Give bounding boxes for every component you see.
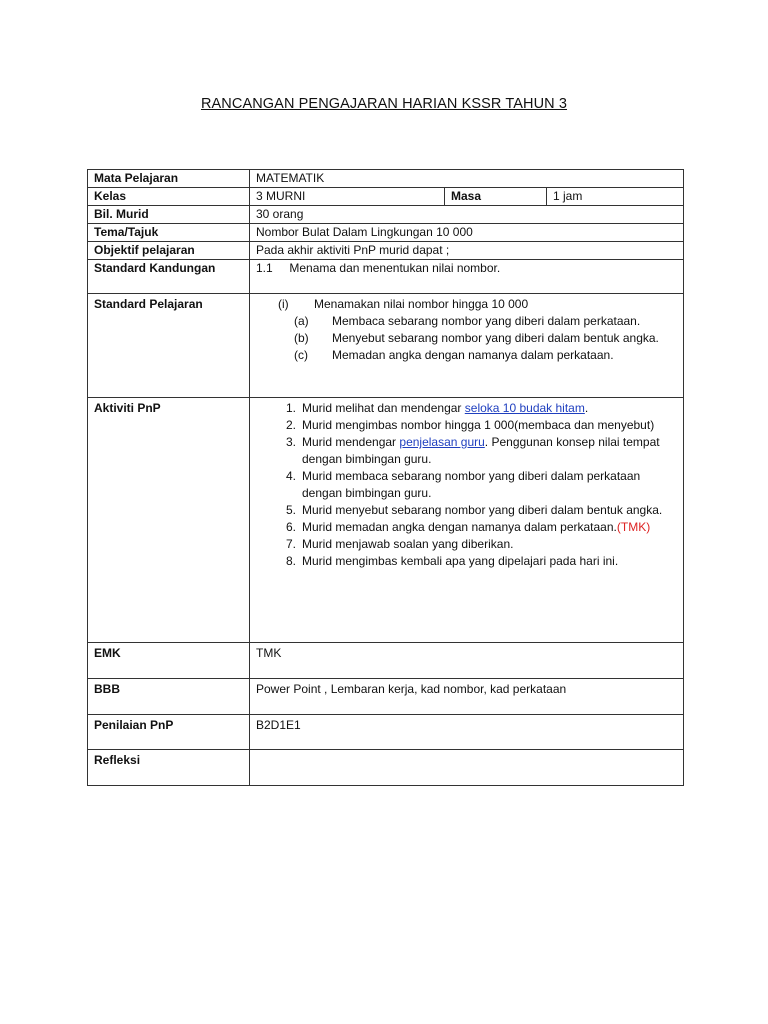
activity-item [256, 468, 677, 502]
activity-text [302, 519, 677, 536]
sp-sub-number: (b) [294, 331, 309, 345]
activity-number: 3. [285, 435, 296, 449]
activity-text-part: Murid memadan angka dengan namanya dalam perkataan. [302, 520, 617, 534]
row-standard-kandungan [88, 260, 684, 294]
row-aktiviti [88, 398, 684, 643]
activity-number: 4. [285, 469, 296, 483]
row-kelas [88, 188, 684, 206]
label-bbb: BBB [88, 679, 250, 715]
value-refleksi [250, 750, 684, 786]
activity-text: Murid mengimbas kembali apa yang dipelajari pada hari ini. [302, 554, 619, 568]
row-refleksi [88, 750, 684, 786]
row-mata-pelajaran [88, 170, 684, 188]
activity-text [302, 400, 677, 417]
activity-text: Murid menjawab soalan yang diberikan. [302, 537, 514, 551]
activity-number: 1. [285, 401, 296, 415]
value-standard-kandungan [250, 260, 684, 294]
sp-sub-item [256, 330, 677, 347]
value-standard-pelajaran [250, 294, 684, 398]
sp-sub-text: Membaca sebarang nombor yang diberi dalam perkataan. [332, 314, 641, 328]
value-objektif: Pada akhir aktiviti PnP murid dapat ; [250, 242, 684, 260]
penjelasan-guru-link[interactable]: penjelasan guru [399, 435, 485, 449]
activity-number: 5. [285, 503, 296, 517]
value-tema: Nombor Bulat Dalam Lingkungan 10 000 [250, 224, 684, 242]
sp-main-text: Menamakan nilai nombor hingga 10 000 [314, 297, 529, 311]
activity-item [256, 536, 677, 553]
tmk-tag: (TMK) [616, 520, 651, 534]
value-kelas: 3 MURNI [250, 188, 445, 206]
activity-item [256, 502, 677, 519]
activity-text-part: Murid melihat dan mendengar [302, 401, 465, 415]
sp-sub-text: Menyebut sebarang nombor yang diberi dalam bentuk angka. [332, 331, 659, 345]
activity-text: Murid menyebut sebarang nombor yang diberi dalam bentuk angka. [302, 503, 663, 517]
document-title: RANCANGAN PENGAJARAN HARIAN KSSR TAHUN 3 [200, 96, 568, 112]
sp-sub-item [256, 313, 677, 330]
value-mata-pelajaran: MATEMATIK [250, 170, 684, 188]
value-emk: TMK [250, 643, 684, 679]
activity-text-part: . Penggunan konsep nilai tempat dengan bimbingan guru. [302, 435, 660, 466]
sp-main-number: (i) [278, 297, 289, 311]
activity-number: 8. [285, 554, 296, 568]
row-tema [88, 224, 684, 242]
label-kelas: Kelas [88, 188, 250, 206]
lesson-plan-table [87, 169, 684, 786]
label-objektif: Objektif pelajaran [88, 242, 250, 260]
sp-sub-item [256, 347, 677, 364]
activity-item [256, 417, 677, 434]
row-bbb [88, 679, 684, 715]
activity-item [256, 553, 677, 570]
activity-item [256, 400, 677, 417]
value-masa: 1 jam [547, 188, 684, 206]
value-penilaian: B2D1E1 [250, 715, 684, 750]
label-masa: Masa [445, 188, 547, 206]
row-standard-pelajaran [88, 294, 684, 398]
activity-text-part: Murid mendengar [302, 435, 400, 449]
activity-text [302, 434, 677, 468]
sk-text: Menama dan menentukan nilai nombor. [289, 261, 501, 275]
activity-item [256, 519, 677, 536]
sp-sub-number: (c) [294, 348, 308, 362]
activity-text: Murid mengimbas nombor hingga 1 000(membaca dan menyebut) [302, 418, 655, 432]
activity-number: 7. [285, 537, 296, 551]
value-aktiviti [250, 398, 684, 643]
row-objektif [88, 242, 684, 260]
activity-text: Murid membaca sebarang nombor yang diberi dalam perkataan dengan bimbingan guru. [302, 469, 641, 500]
label-aktiviti: Aktiviti PnP [88, 398, 250, 643]
sp-main-item [256, 296, 677, 313]
label-bil-murid: Bil. Murid [88, 206, 250, 224]
activity-item [256, 434, 677, 468]
sp-sub-number: (a) [294, 314, 309, 328]
activity-number: 2. [285, 418, 296, 432]
label-penilaian: Penilaian PnP [88, 715, 250, 750]
label-refleksi: Refleksi [88, 750, 250, 786]
label-tema: Tema/Tajuk [88, 224, 250, 242]
value-bil-murid: 30 orang [250, 206, 684, 224]
sk-number: 1.1 [256, 261, 273, 275]
row-bil-murid [88, 206, 684, 224]
label-standard-pelajaran: Standard Pelajaran [88, 294, 250, 398]
label-mata-pelajaran: Mata Pelajaran [88, 170, 250, 188]
activity-number: 6. [285, 520, 296, 534]
seloka-link[interactable]: seloka 10 budak hitam [464, 401, 585, 415]
sp-sub-text: Memadan angka dengan namanya dalam perkataan. [332, 348, 614, 362]
label-emk: EMK [88, 643, 250, 679]
value-bbb: Power Point , Lembaran kerja, kad nombor, kad perkataan [250, 679, 684, 715]
activity-text-part: . [584, 401, 589, 415]
row-emk [88, 643, 684, 679]
label-standard-kandungan: Standard Kandungan [88, 260, 250, 294]
row-penilaian [88, 715, 684, 750]
